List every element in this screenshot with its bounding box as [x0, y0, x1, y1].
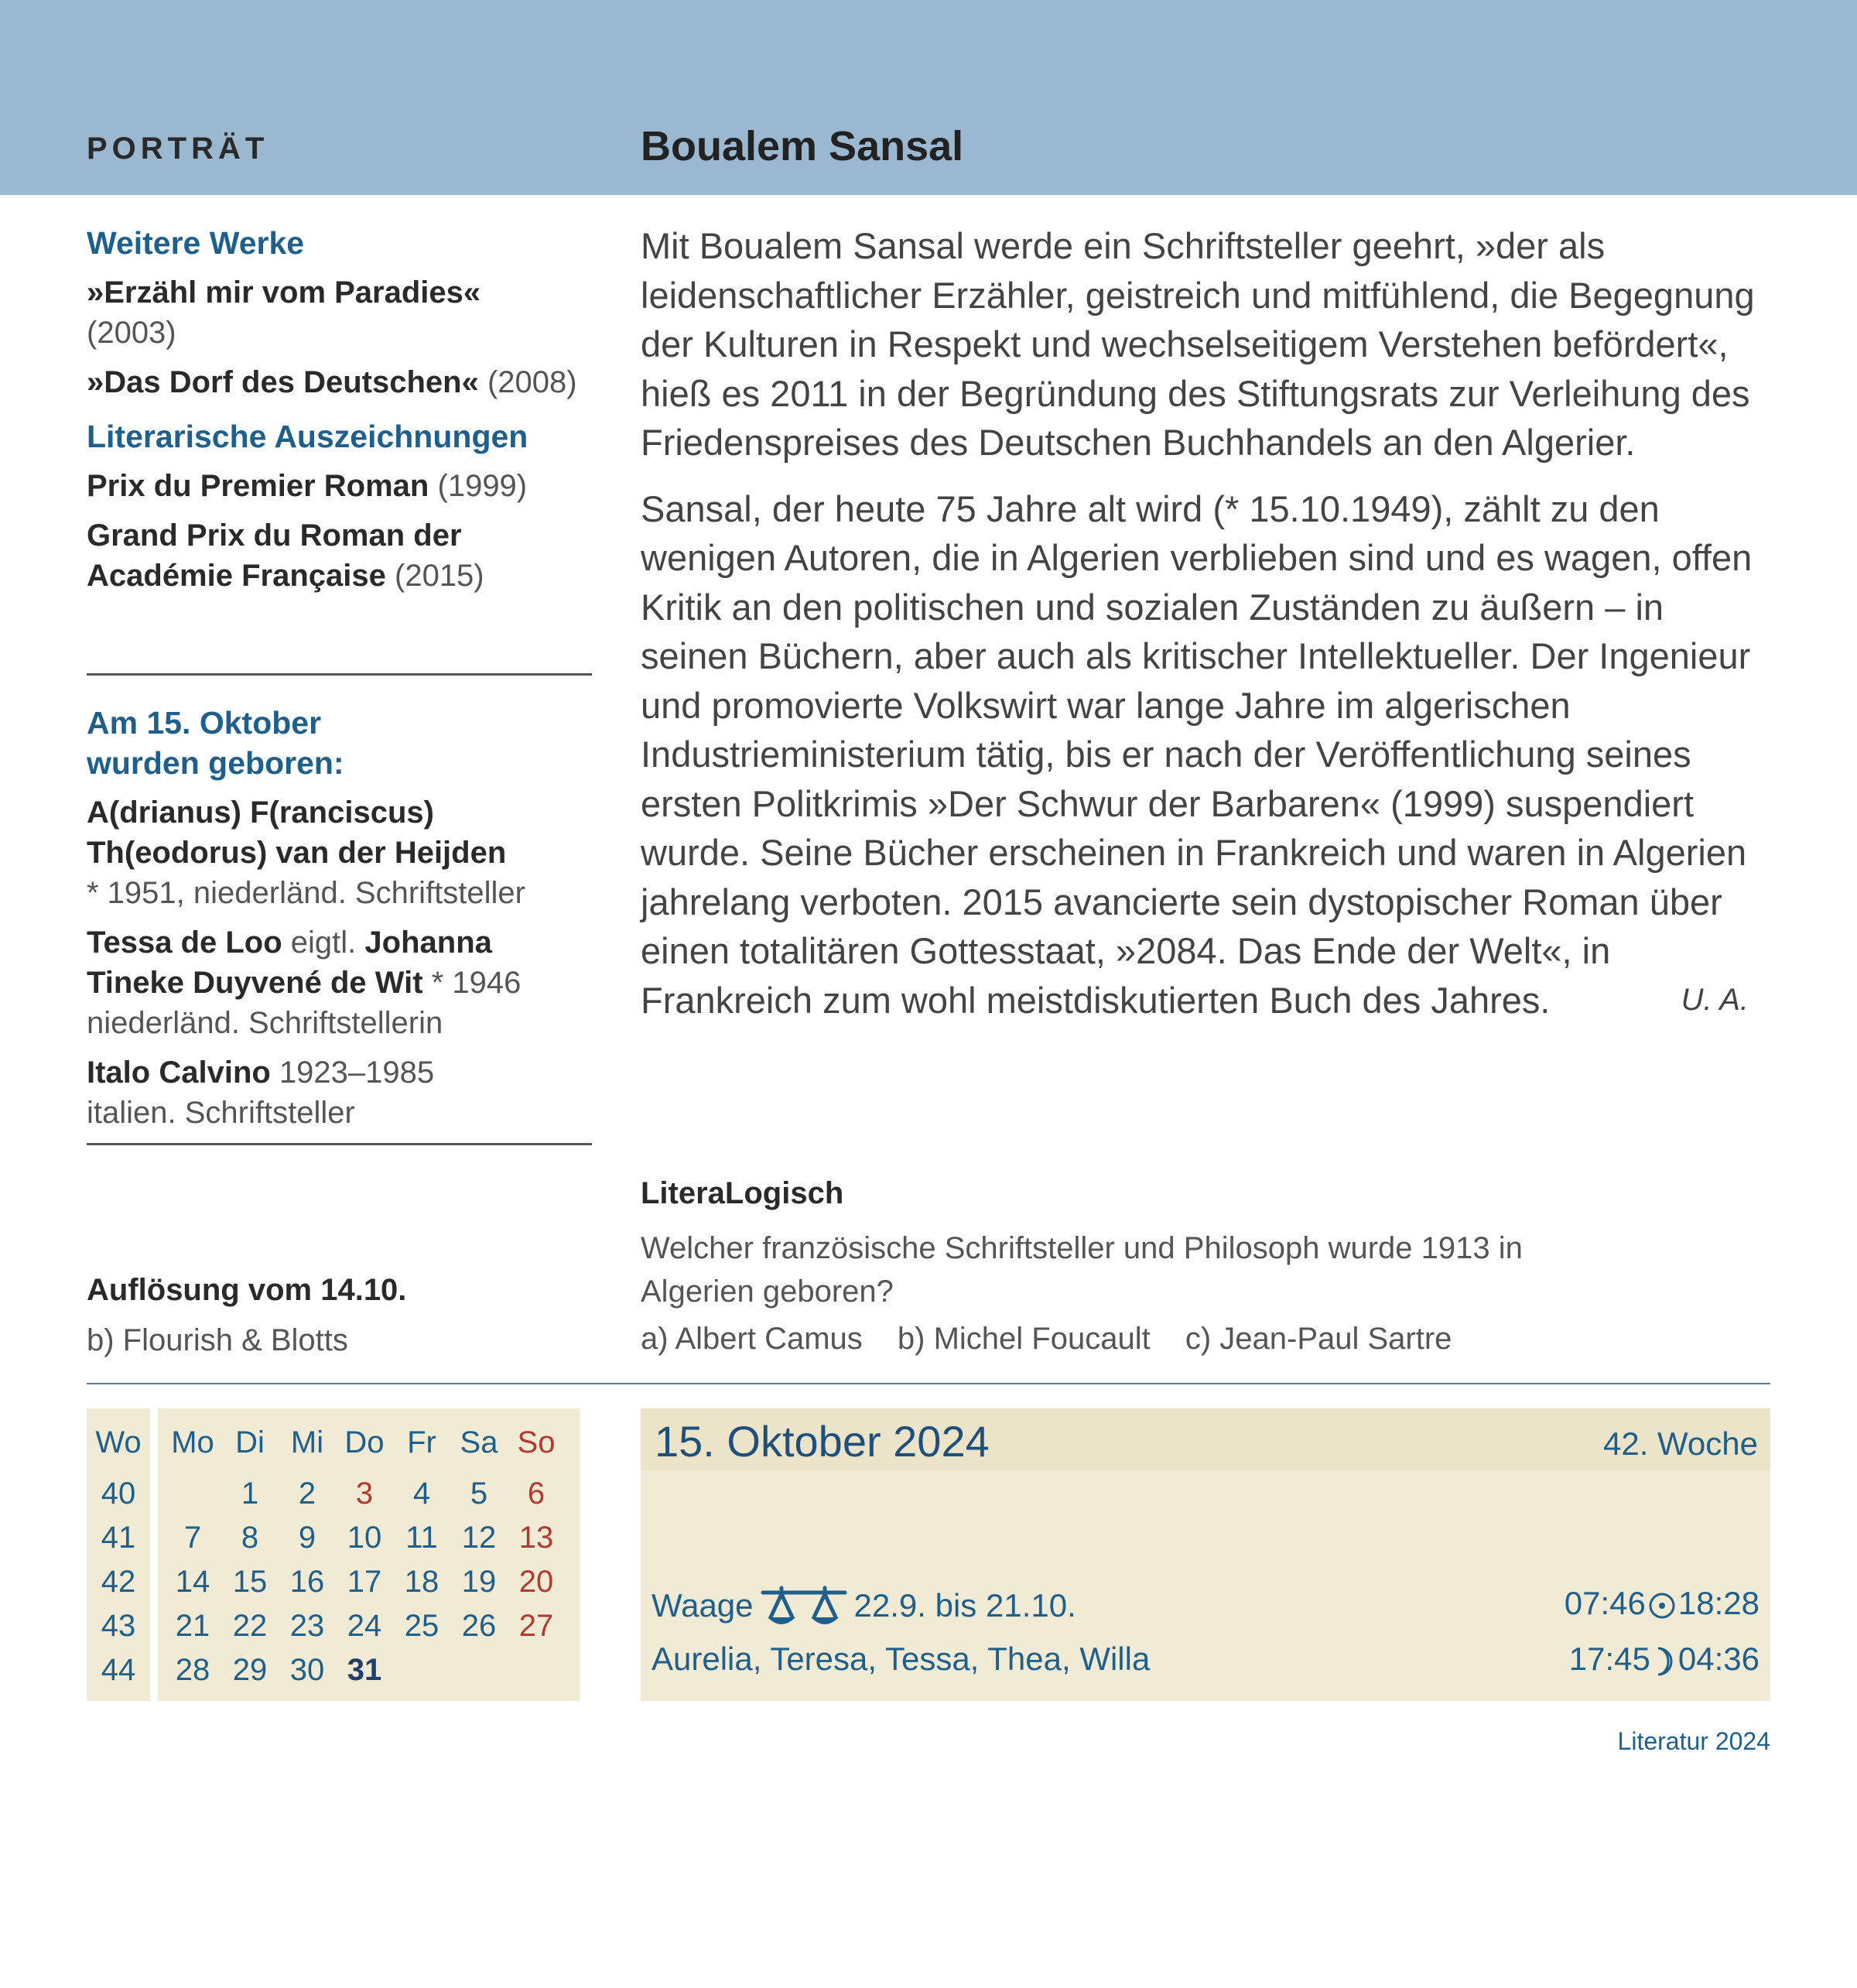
calendar-day: 10: [347, 1521, 382, 1555]
calendar-day: 9: [298, 1521, 316, 1555]
calendar-day: 2: [298, 1476, 316, 1511]
calendar-day: 14: [175, 1565, 210, 1599]
article-body: [641, 221, 1770, 1025]
award-item: [87, 515, 590, 596]
day-date: 15. Oktober 2024: [655, 1417, 990, 1466]
calendar-day: 16: [289, 1565, 325, 1599]
born-real-line2: Tineke Duyvené de Wit: [87, 966, 423, 1000]
libra-icon: [758, 1585, 850, 1631]
born-years: 1923–1985: [279, 1056, 435, 1090]
calendar-day: 6: [527, 1476, 545, 1511]
award-item: [87, 466, 590, 506]
born-year: * 1946: [431, 966, 522, 1000]
born-block: [87, 703, 590, 1133]
section-label: PORTRÄT: [87, 132, 269, 166]
week-number-cell: 41: [101, 1521, 136, 1555]
footer-label: Literatur 2024: [1617, 1727, 1770, 1755]
calendar-day: 21: [175, 1609, 210, 1643]
calendar-day: 25: [404, 1609, 439, 1643]
born-aka: eigtl.: [290, 926, 357, 960]
solution-heading: Auflösung vom 14.10.: [87, 1273, 407, 1307]
calendar-day: 20: [518, 1565, 554, 1599]
week-number-cell: 44: [101, 1653, 136, 1687]
sun-icon: [1647, 1591, 1677, 1620]
calendar-divider: [87, 1383, 1770, 1384]
born-heading-line2: wurden geboren:: [87, 745, 344, 781]
work-year: (2008): [487, 365, 577, 399]
calendar-day: 19: [461, 1565, 497, 1599]
zodiac-line: [651, 1585, 1076, 1631]
name-days: Aurelia, Teresa, Tessa, Thea, Willa: [651, 1641, 1151, 1677]
calendar-day: 3: [355, 1476, 374, 1511]
divider-rule: [87, 1143, 592, 1145]
quiz-question: Welcher französische Schriftsteller und Philosoph wurde 1913 in Algerien geboren?: [641, 1231, 1523, 1309]
day-box: [641, 1408, 1770, 1701]
week-number-cell: 40: [101, 1476, 136, 1511]
article-paragraph: Mit Boualem Sansal werde ein Schriftsteller geehrt, »der als leidenschaftlicher Erzähler, geistreich und mitfühlend, die Begegnung der Kulturen in Respekt und wechselseitigem Verstehen befördert«, hieß es 2011 in der Begründung des Stiftungsrats zur Verleihung des Friedenspreises des Deutschen Buchhandels an den Algerier.: [641, 225, 1755, 463]
work-title: »Das Dorf des Deutschen«: [87, 365, 479, 399]
quiz-answers: [641, 1322, 1478, 1357]
born-heading-line1: Am 15. Oktober: [87, 705, 322, 741]
award-year: (2015): [395, 559, 484, 593]
calendar-day: 22: [232, 1609, 268, 1643]
page-title: Boualem Sansal: [641, 123, 964, 169]
born-item: [87, 1052, 590, 1133]
quiz-answer: a) Albert Camus: [641, 1322, 863, 1356]
quiz-title: LiteraLogisch: [641, 1176, 844, 1210]
calendar-header: Fr: [407, 1425, 436, 1459]
solution-value: b) Flourish & Blotts: [87, 1323, 348, 1357]
calendar-day: 11: [405, 1521, 438, 1555]
calendar-header: Do: [344, 1425, 385, 1459]
born-item: [87, 922, 590, 1043]
zodiac-range: 22.9. bis 21.10.: [853, 1587, 1076, 1624]
calendar-day: 12: [461, 1521, 497, 1555]
born-name: Italo Calvino: [87, 1056, 271, 1090]
calendar-day: 18: [404, 1565, 439, 1599]
calendar-header: So: [517, 1425, 556, 1459]
calendar-day: 13: [518, 1521, 554, 1555]
born-info: italien. Schriftsteller: [87, 1096, 355, 1130]
quiz-answer: b) Michel Foucault: [897, 1322, 1151, 1356]
calendar-header: Wo: [95, 1425, 142, 1459]
calendar-header: Mi: [290, 1425, 324, 1459]
article-paragraph-text: Sansal, der heute 75 Jahre alt wird (* 15.10.1949), zählt zu den wenigen Autoren, die in Algerien verblieben sind und es wagen, offen Kritik an den politischen und sozialen Zuständen zu äußern – in seinen Büchern, aber auch als kritischer Intellektueller. Der Ingenieur und promovierte Volkswirt war lange Jahre im algerischen Industrieministerium tätig, bis er nach der Veröffentlichung seines ersten Politkrimis »Der Schwur der Barbaren« (1999) suspendiert wurde. Seine Bücher erscheinen in Frankreich und waren in Algerien jahrelang verboten. 2015 avancierte sein dystopischer Roman über einen totalitären Gottesstaat, »2084. Das Ende der Welt«, in Frankreich zum wohl meistdiskutierten Buch des Jahres.: [641, 488, 1753, 1021]
born-item: [87, 792, 590, 913]
award-year: (1999): [437, 469, 528, 503]
calendar-day: 26: [461, 1609, 497, 1643]
born-real-line1: Johanna: [364, 926, 492, 960]
calendar-day: 4: [412, 1476, 431, 1511]
born-name: Tessa de Loo: [87, 926, 282, 960]
calendar-header: Sa: [460, 1425, 498, 1459]
calendar-day: 15: [232, 1565, 268, 1599]
calendar-day: 23: [289, 1609, 325, 1643]
moon-times: [1569, 1641, 1760, 1678]
sun-times: [1565, 1585, 1760, 1622]
calendar-day: 30: [289, 1653, 325, 1687]
calendar-day: 27: [518, 1609, 554, 1643]
calendar-day: 1: [241, 1476, 259, 1511]
calendar-day: 24: [347, 1609, 382, 1643]
award-title-line2: Académie Française: [87, 559, 386, 593]
sunrise-time: 07:46: [1564, 1585, 1646, 1621]
zodiac-label: Waage: [651, 1587, 754, 1624]
calendar-header: Di: [235, 1425, 265, 1459]
calendar-day: 28: [175, 1653, 210, 1687]
born-info: niederländ. Schriftstellerin: [87, 1006, 443, 1040]
calendar-day: 7: [183, 1521, 202, 1555]
works-block: [87, 223, 590, 596]
award-title: Prix du Premier Roman: [87, 469, 429, 503]
work-title: »Erzähl mir vom Paradies«: [87, 275, 481, 310]
article-author: U. A.: [1681, 982, 1749, 1017]
week-number-cell: 43: [101, 1609, 136, 1643]
week-number-cell: 42: [101, 1565, 136, 1599]
born-name-line2: Th(eodorus) van der Heijden: [87, 836, 507, 870]
week-number: 42. Woche: [1602, 1425, 1758, 1462]
work-item: [87, 272, 590, 353]
calendar-day: 29: [232, 1653, 268, 1687]
calendar-day: 8: [241, 1521, 259, 1555]
work-item: [87, 362, 590, 402]
divider-rule: [87, 673, 592, 676]
works-heading: Weitere Werke: [87, 225, 305, 261]
work-year: (2003): [87, 316, 176, 350]
calendar-day: 17: [347, 1565, 382, 1599]
article-paragraph: [641, 484, 1770, 1025]
born-info: * 1951, niederländ. Schriftsteller: [87, 876, 525, 910]
calendar-header: Mo: [171, 1425, 214, 1459]
header-band: [0, 0, 1857, 195]
born-name-line1: A(drianus) F(ranciscus): [87, 796, 434, 830]
sunset-time: 18:28: [1677, 1585, 1760, 1621]
calendar-day: 5: [470, 1476, 488, 1511]
awards-heading: Literarische Auszeichnungen: [87, 419, 528, 454]
quiz-answer: c) Jean-Paul Sartre: [1185, 1322, 1452, 1356]
moon-icon: [1652, 1646, 1677, 1677]
moonrise-time: 17:45: [1568, 1641, 1650, 1677]
calendar-day: 31: [347, 1653, 382, 1687]
moonset-time: 04:36: [1677, 1641, 1760, 1677]
mini-calendar: [87, 1408, 580, 1701]
award-title-line1: Grand Prix du Roman der: [87, 518, 462, 553]
